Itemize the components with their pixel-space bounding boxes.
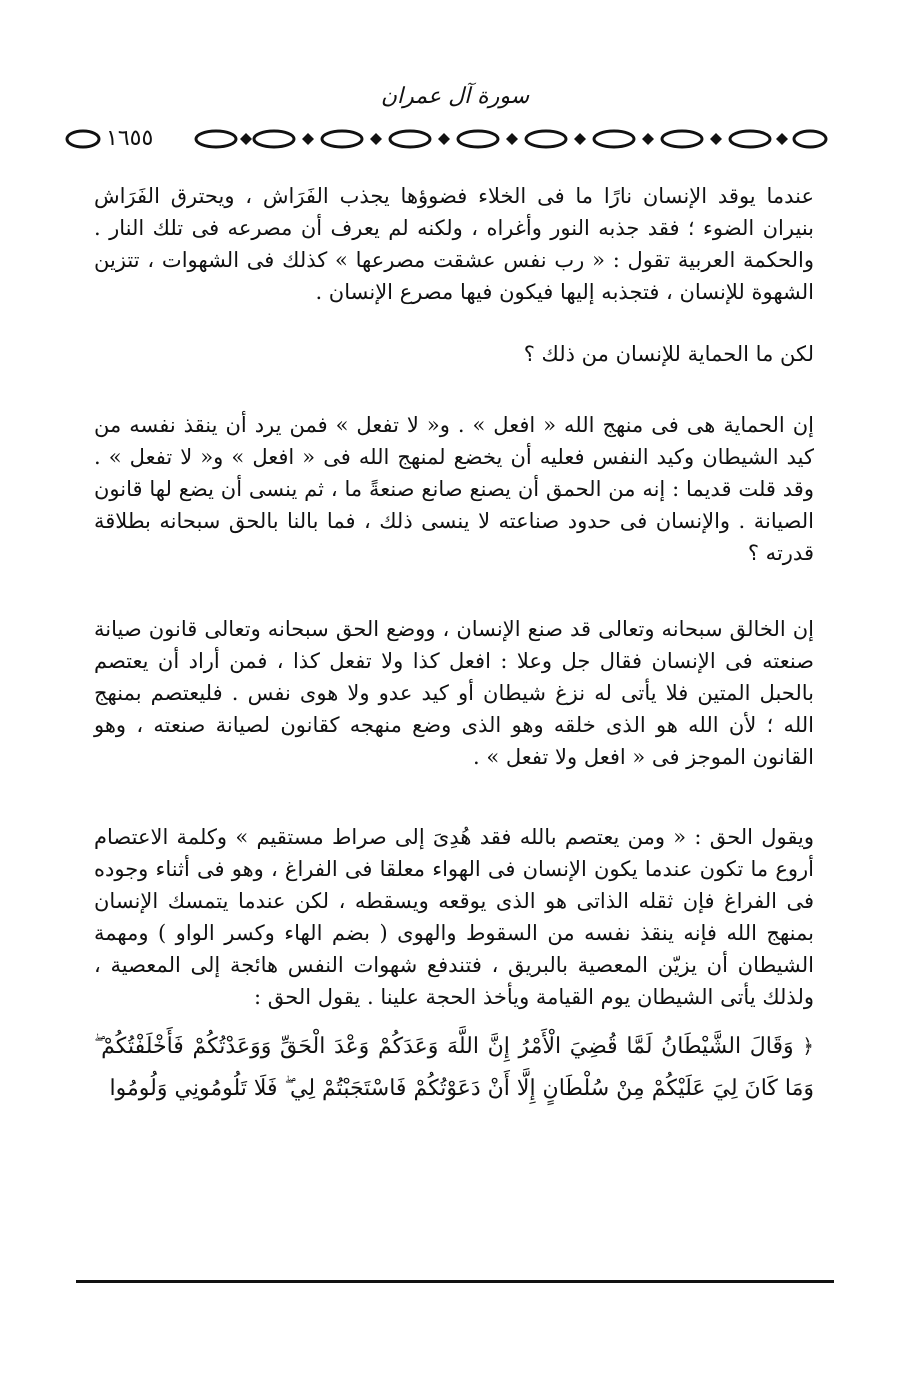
paragraph-holding-fast: ويقول الحق : « ومن يعتصم بالله فقد هُدِىَ إلى صراط مستقيم » وكلمة الاعتصام أروع ما تكون عندما يكون الإنسان فى الهواء معلقا فى الفراغ ، وهو فى أثناء وجوده فى الفراغ فإن ثقله الذاتى هو الذى يوقعه ويسقطه ، لكن عندما يتمسك الإنسان بمنهج الله فإنه ينقذ نفسه من السقوط والهوى ( بضم الهاء وكسر الواو ) ومهمة الشيطان أن يزيّن المعصية بالبريق ، فتندفع شهوات النفس هائجة إلى المعصية ، ولذلك يأتى الشيطان يوم القيامة ويأخذ الحجة علينا . يقول الحق : [94,825,814,1009]
page-body [94,180,814,1110]
paragraph-protection-question: لكن ما الحماية للإنسان من ذلك ؟ [523,342,814,366]
surah-title: سورة آل عمران [380,84,530,109]
footer-rule [76,1280,834,1283]
verse-open-bracket: ﴿ [802,1034,814,1058]
quran-verse [94,1025,814,1110]
paragraph-maintenance-law: إن الخالق سبحانه وتعالى قد صنع الإنسان ، ووضع الحق سبحانه وتعالى قانون صيانة صنعته فى الإنسان فقال جل وعلا : افعل كذا ولا تفعل كذا ، فمن أراد أن يعتصم بالحبل المتين فلا يأتى له نزغ شيطان أو كيد عدو ولا هوى نفس . فليعتصم بمنهج الله ؛ لأن الله هو الذى خلقه وهو الذى وضع منهجه كقانون لصيانة صنعته ، وهو القانون الموجز فى « افعل ولا تفعل » . [94,617,814,769]
paragraph-moth-analogy: عندما يوقد الإنسان نارًا ما فى الخلاء فضوؤها يجذب الفَرَاش ، ويحترق الفَرَاش بنيران الضوء ؛ فقد جذبه النور وأغراه ، ولكنه لم يعرف أن مصرعه فى تلك النار . والحكمة العربية تقول : « رب نفس عشقت مصرعها » كذلك فى الشهوات ، تتزين الشهوة للإنسان ، فتجذبه إليها فيكون فيها مصرع الإنسان . [94,184,814,304]
quran-verse-text: وَقَالَ الشَّيْطَانُ لَمَّا قُضِيَ الْأَمْرُ إِنَّ اللَّهَ وَعَدَكُمْ وَعْدَ الْحَقِّ وَوَعَدْتُكُمْ فَأَخْلَفْتُكُمْ ۖ وَمَا كَانَ لِيَ عَلَيْكُمْ مِنْ سُلْطَانٍ إِلَّا أَنْ دَعَوْتُكُمْ فَاسْتَجَبْتُمْ لِي ۖ فَلَا تَلُومُونِي وَلُومُوا [94,1034,814,1101]
header-ornament-border [64,124,834,154]
paragraph-divine-method: إن الحماية هى فى منهج الله « افعل » . و« لا تفعل » فمن يرد أن ينقذ نفسه من كيد الشيطان وكيد النفس فعليه أن يخضع لمنهج الله فى « افعل » و« لا تفعل » . وقد قلت قديما : إنه من الحمق أن يصنع صانع صنعةً ما ، ثم ينسى أن يضع لها قانون الصيانة . والإنسان فى حدود صناعته لا ينسى ذلك ، فما بالنا بالحق سبحانه بطلاقة قدرته ؟ [94,413,814,565]
page-number: ١٦٥٥ [104,124,155,154]
chain-ornament [64,124,834,154]
